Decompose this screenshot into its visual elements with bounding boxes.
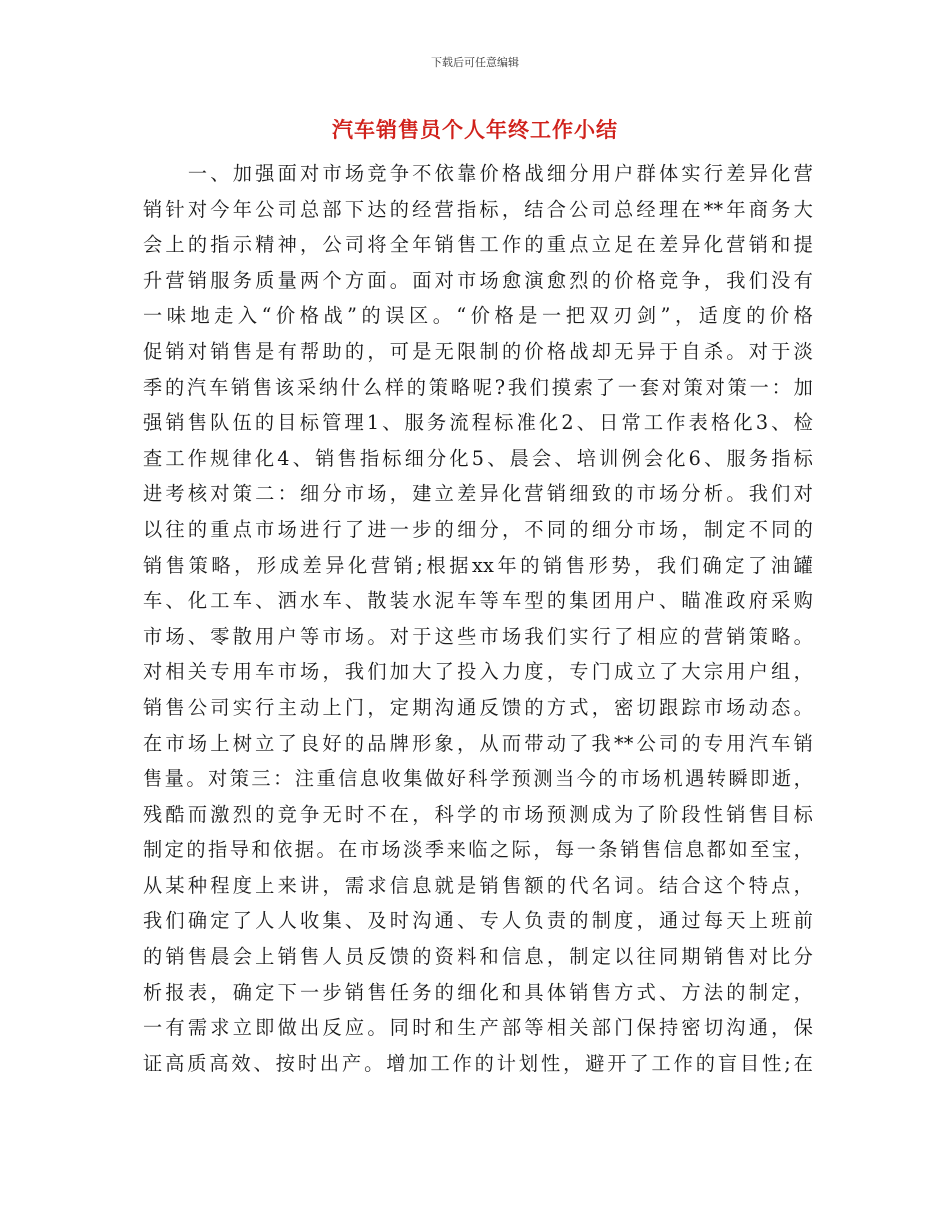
paragraph-line: 析报表，确定下一步销售任务的细化和具体销售方式、方法的制定， bbox=[143, 980, 813, 1004]
paragraph-line: 售量。对策三：注重信息收集做好科学预测当今的市场机遇转瞬即逝， bbox=[143, 767, 813, 791]
header-note: 下载后可任意编辑 bbox=[431, 56, 519, 69]
paragraph-line: 一、加强面对市场竞争不依靠价格战细分用户群体实行差异化营 bbox=[143, 162, 813, 185]
paragraph-line: 季的汽车销售该采纳什么样的策略呢?我们摸索了一套对策对策一：加 bbox=[143, 375, 813, 399]
paragraph-line: 销针对今年公司总部下达的经营指标，结合公司总经理在**年商务大 bbox=[143, 197, 813, 221]
paragraph-line: 证高质高效、按时出产。增加工作的计划性，避开了工作的盲目性;在 bbox=[143, 1051, 813, 1075]
paragraph-line: 车、化工车、洒水车、散装水泥车等车型的集团用户、瞄准政府采购 bbox=[143, 589, 813, 613]
paragraph-line: 销售公司实行主动上门，定期沟通反馈的方式，密切跟踪市场动态。 bbox=[143, 695, 813, 719]
paragraph-line: 强销售队伍的目标管理1、服务流程标准化2、日常工作表格化3、检 bbox=[143, 411, 813, 435]
paragraph-line: 残酷而激烈的竞争无时不在，科学的市场预测成为了阶段性销售目标 bbox=[143, 802, 813, 826]
paragraph-line: 对相关专用车市场，我们加大了投入力度，专门成立了大宗用户组， bbox=[143, 660, 813, 684]
paragraph-line: 我们确定了人人收集、及时沟通、专人负责的制度，通过每天上班前 bbox=[143, 909, 813, 933]
paragraph-line: 升营销服务质量两个方面。面对市场愈演愈烈的价格竞争，我们没有 bbox=[143, 268, 813, 292]
paragraph-line: 一有需求立即做出反应。同时和生产部等相关部门保持密切沟通，保 bbox=[143, 1016, 813, 1040]
paragraph-line: 促销对销售是有帮助的，可是无限制的价格战却无异于自杀。对于淡 bbox=[143, 339, 813, 363]
paragraph-line: 查工作规律化4、销售指标细分化5、晨会、培训例会化6、服务指标 bbox=[143, 446, 813, 470]
paragraph-line: 市场、零散用户等市场。对于这些市场我们实行了相应的营销策略。 bbox=[143, 624, 813, 648]
paragraph-line: 进考核对策二：细分市场，建立差异化营销细致的市场分析。我们对 bbox=[143, 482, 813, 506]
paragraph-line: 销售策略，形成差异化营销;根据xx年的销售形势，我们确定了油罐 bbox=[143, 553, 813, 577]
document-title: 汽车销售员个人年终工作小结 bbox=[332, 118, 618, 142]
paragraph-line: 在市场上树立了良好的品牌形象，从而带动了我**公司的专用汽车销 bbox=[143, 731, 813, 755]
paragraph-line: 的销售晨会上销售人员反馈的资料和信息，制定以往同期销售对比分 bbox=[143, 945, 813, 969]
paragraph-line: 会上的指示精神，公司将全年销售工作的重点立足在差异化营销和提 bbox=[143, 233, 813, 257]
paragraph-line: 一味地走入“价格战”的误区。“价格是一把双刃剑”，适度的价格 bbox=[143, 304, 813, 328]
paragraph-line: 制定的指导和依据。在市场淡季来临之际，每一条销售信息都如至宝， bbox=[143, 838, 813, 862]
paragraph-line: 从某种程度上来讲，需求信息就是销售额的代名词。结合这个特点， bbox=[143, 873, 813, 897]
document-body bbox=[143, 156, 813, 1081]
paragraph-line: 以往的重点市场进行了进一步的细分，不同的细分市场，制定不同的 bbox=[143, 517, 813, 541]
